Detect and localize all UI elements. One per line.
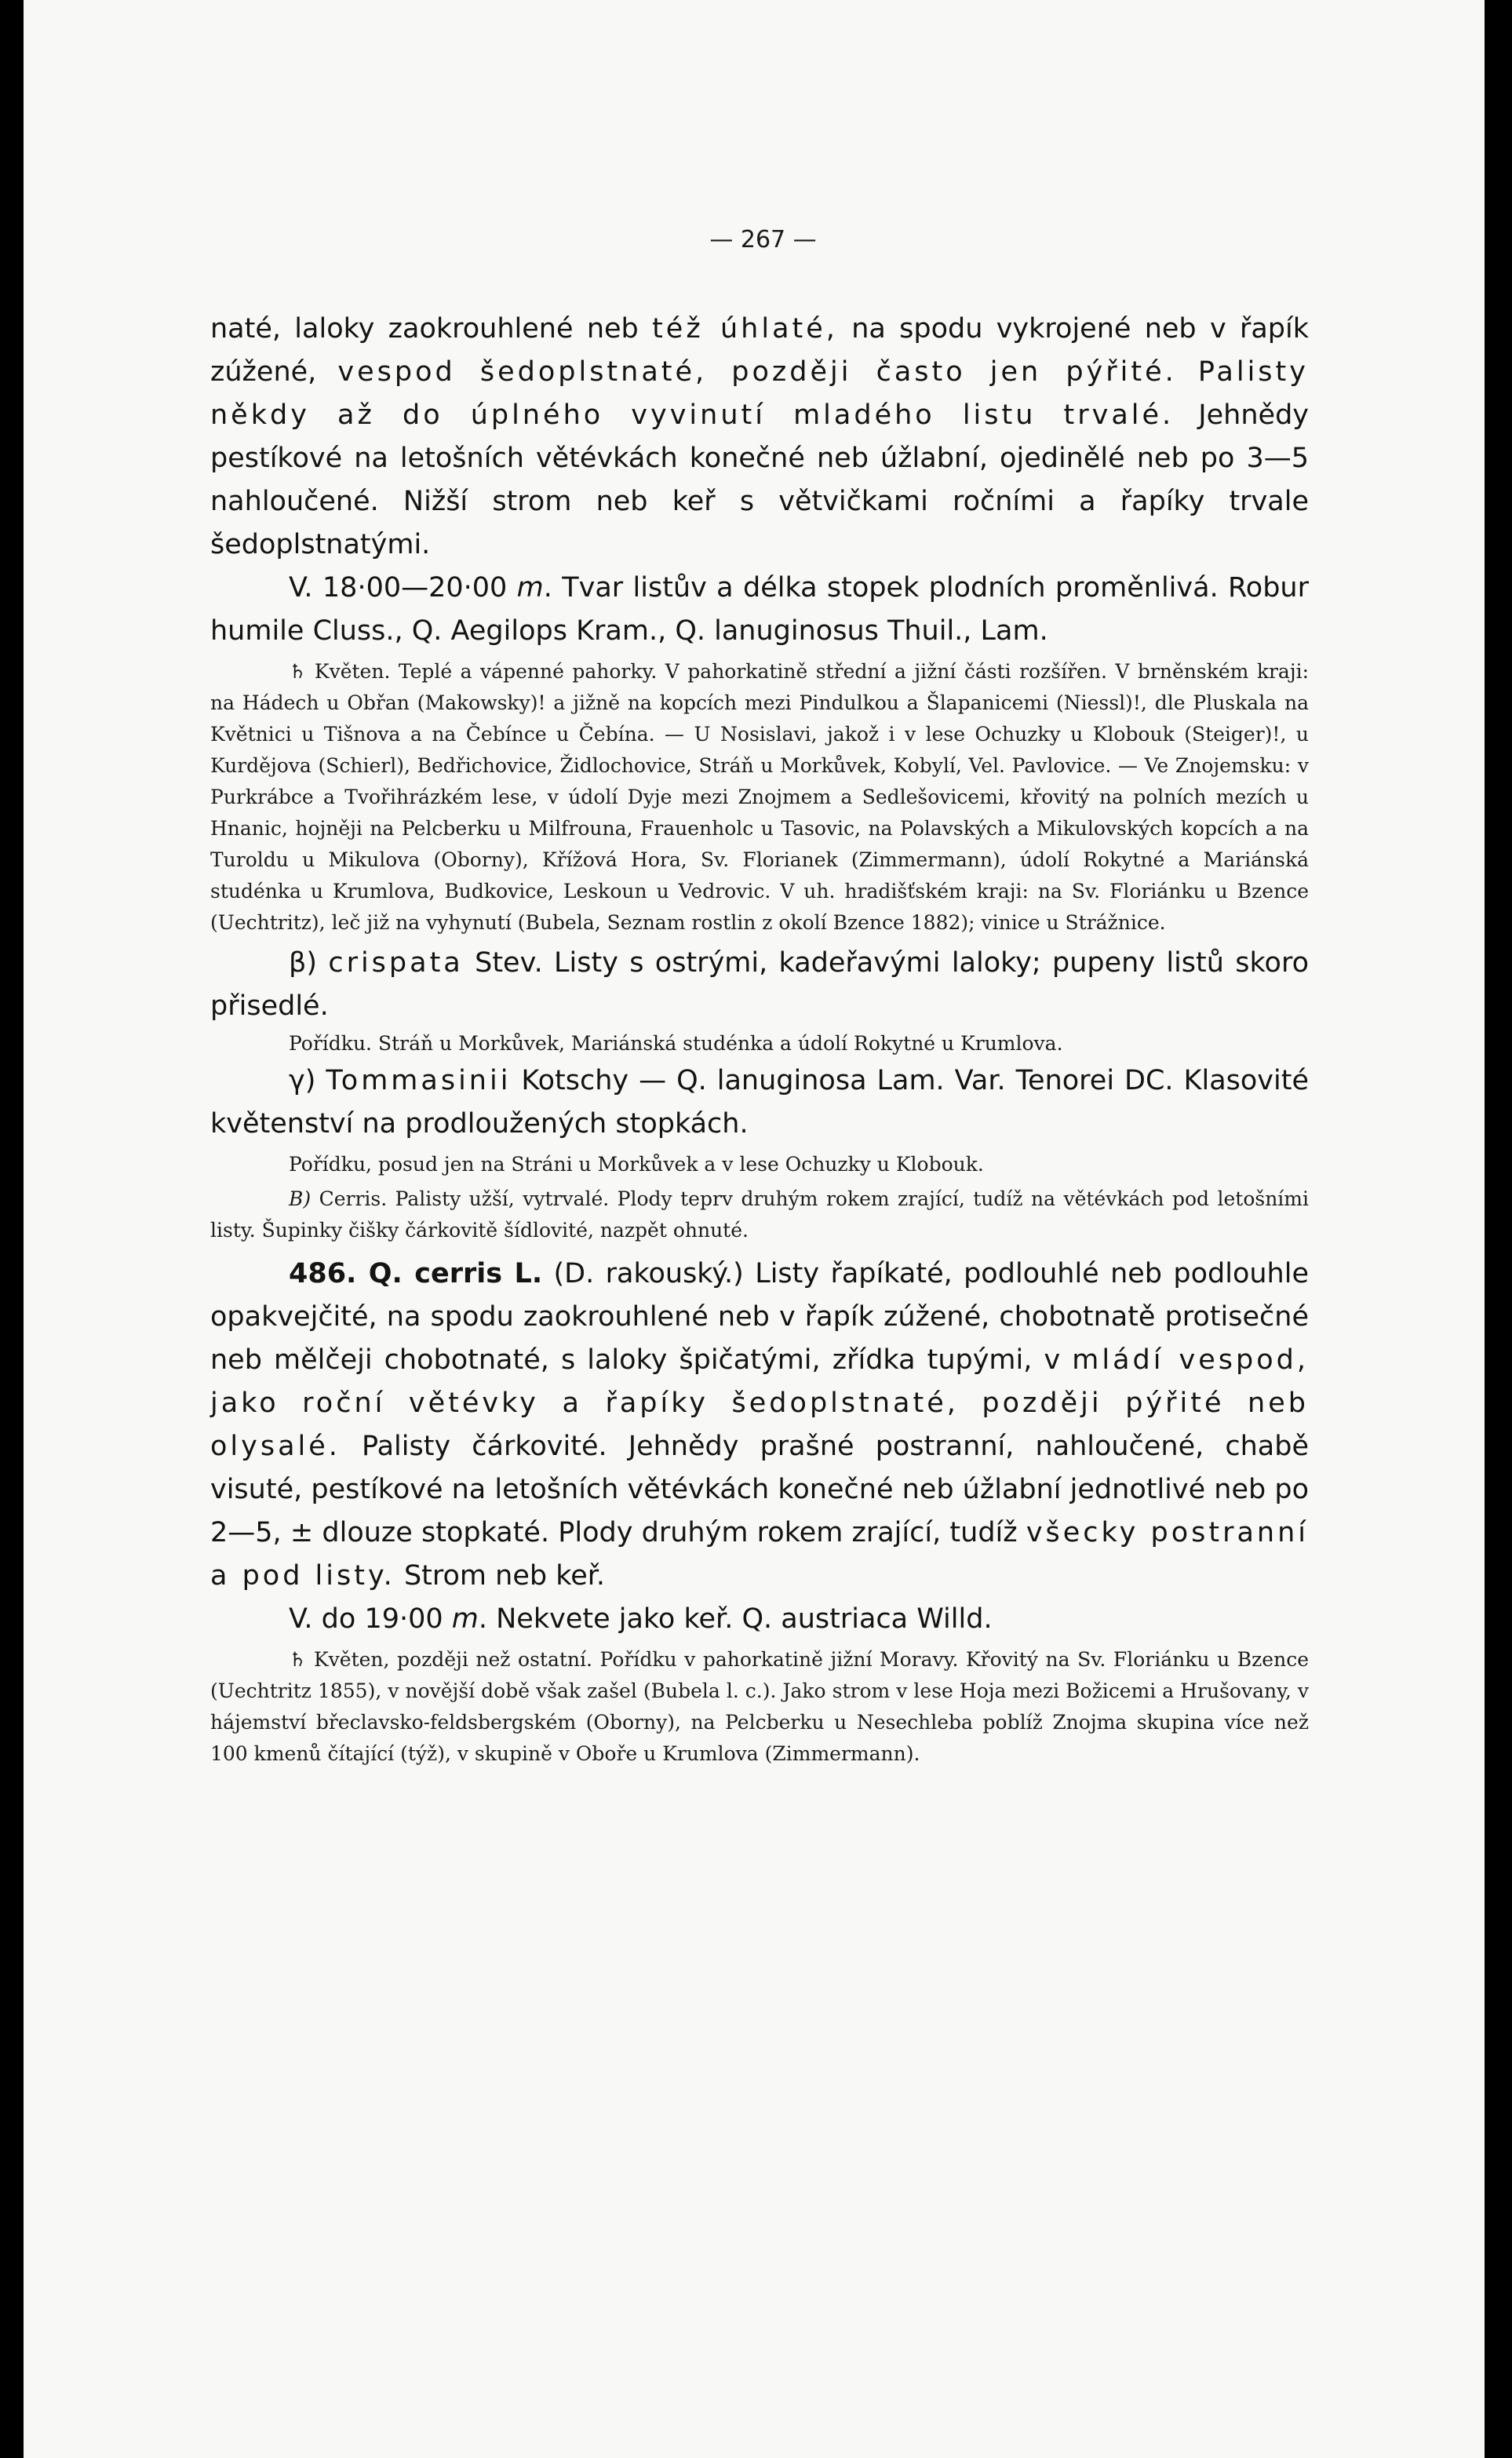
page-body: [210, 308, 1309, 1770]
text-run: Jehnědy pestíkové na letošních větévkách konečné neb úžlabní, ojedinělé neb po 3—5 nahloučené. Nižší strom neb keř s větvičkami ročními a řapíky trvale šedoplstnatými.: [210, 399, 1309, 560]
paragraph-crispata-localities: Pořídku. Stráň u Morkůvek, Mariánská studénka a údolí Rokytné u Krumlova.: [289, 1032, 1063, 1055]
unit-meters: m: [516, 572, 544, 604]
paragraph-section-cerris: [210, 1183, 1309, 1246]
shrub-symbol-icon: ♄: [289, 660, 307, 683]
text-run: naté, laloky zaokrouhlené neb: [210, 313, 653, 345]
text-run: V. do 19·00: [289, 1603, 452, 1635]
text-run: V. 18·00—20·00: [289, 572, 517, 604]
paragraph-variety-tommasinii: [210, 1059, 1309, 1146]
spaced-run: vespod šedoplstnaté, později často jen pýřité.: [337, 356, 1177, 388]
text-run: na spodu vykrojené neb v řapík zúžené,: [210, 313, 1309, 388]
paragraph-cerris-localities: [210, 1644, 1309, 1770]
paragraph-tommasinii-localities: Pořídku, posud jen na Stráni u Morkůvek a v lese Ochuzky u Klobouk.: [289, 1153, 984, 1176]
text-run: Kotschy — Q. lanuginosa Lam. Var. Tenorei DC. Klasovité květenství na prodloužených stopkách.: [210, 1065, 1309, 1140]
variety-name: crispata: [328, 947, 464, 979]
text-run: (D. rakouský.) Listy řapíkaté, podlouhlé neb podlouhle opakvejčité, na spodu zaokrouhlené neb v řapík zúžené, chobotnatě protisečné neb mělčeji chobotnaté, s laloky špičatými, zřídka tupými, v: [210, 1258, 1309, 1376]
variety-name: Tommasinii: [326, 1065, 512, 1096]
paragraph-variety-crispata: [210, 942, 1309, 1028]
paragraph-localities: [210, 656, 1309, 939]
section-label: B): [289, 1187, 319, 1210]
text-run: . Nekvete jako keř. Q. austriaca Willd.: [478, 1603, 993, 1635]
text-run: Cerris. Palisty užší, vytrvalé. Plody teprv druhým rokem zrající, tudíž na větévkách pod letošními listy. Šupinky čišky čárkovitě šídlovité, nazpět ohnuté.: [210, 1187, 1309, 1242]
shrub-symbol-icon: ♄: [289, 1648, 307, 1671]
book-page: [24, 0, 1485, 2458]
paragraph-leaf-description: [210, 308, 1309, 567]
paragraph-species-cerris: [210, 1253, 1309, 1598]
plus-minus-symbol: ±: [290, 1517, 314, 1548]
text-run: Květen, později než ostatní. Pořídku v pahorkatině jižní Moravy. Křovitý na Sv. Floriánku u Bzence (Uechtritz 1855), v novější době však zašel (Bubela l. c.). Jako strom v lese Hoja mezi Božicemi a Hrušovany, v hájemství břeclavsko-feldsbergském (Oborny), na Pelcberku u Nesechleba poblíž Znojma skupina více než 100 kmenů čítající (týž), v skupině v Oboře u Krumlova (Zimmermann).: [210, 1648, 1309, 1765]
spaced-run: Palisty někdy až do úplného vyvinutí mladého listu trvalé.: [210, 356, 1309, 431]
species-heading: 486. Q. cerris L.: [289, 1258, 543, 1289]
paragraph-height-synonyms: [210, 567, 1309, 653]
spaced-run: též úhlaté,: [652, 313, 838, 345]
text-run: . Tvar listův a délka stopek plodních proměnlivá. Robur humile Cluss., Q. Aegilops Kram., Q. lanuginosus Thuil., Lam.: [210, 572, 1309, 647]
text-run: dlouze stopkaté. Plody druhým rokem zrající, tudíž: [313, 1517, 1026, 1548]
spaced-run: všecky postranní a pod listy.: [210, 1517, 1309, 1592]
text-run: Stev. Listy s ostrými, kadeřavými laloky; pupeny listů skoro přisedlé.: [210, 947, 1309, 1022]
page-number: — 267 —: [709, 226, 817, 253]
text-run: Palisty čárkovité. Jehnědy prašné postranní, nahloučené, chabě visuté, pestíkové na letošních větévkách konečné neb úžlabní jednotlivé neb po 2—5,: [210, 1431, 1309, 1548]
variety-label: γ): [289, 1065, 326, 1096]
paragraph-cerris-height: [210, 1598, 1309, 1641]
text-run: [1177, 356, 1198, 388]
variety-label: β): [289, 947, 329, 979]
unit-meters: m: [451, 1603, 479, 1635]
spaced-run: mládí vespod, jako roční větévky a řapíky šedoplstnaté, později pýřité neb olysalé.: [210, 1344, 1309, 1462]
text-run: Květen. Teplé a vápenné pahorky. V pahorkatině střední a jižní části rozšířen. V brněnském kraji: na Hádech u Obřan (Makowsky)! a jižně na kopcích mezi Pindulkou a Šlapanicemi (Niessl)!, dle Pluskala na Květnici u Tišnova a na Čebínce u Čebína. — U Nosislavi, jakož i v lese Ochuzky u Klobouk (Steiger)!, u Kurdějova (Schierl), Bedřichovice, Židlochovice, Stráň u Morkůvek, Kobylí, Vel. Pavlovice. — Ve Znojemsku: v Purkrábce a Tvořihrázkém lese, v údolí Dyje mezi Znojmem a Sedlešovicemi, křovitý na polních mezích u Hnanic, hojněji na Pelcberku u Milfrouna, Frauenholc u Tasovic, na Polavských a Mikulovských kopcích a na Turoldu u Mikulova (Oborny), Křížová Hora, Sv. Florianek (Zimmermann), údolí Rokytné a Mariánská studénka u Krumlova, Budkovice, Leskoun u Vedrovic. V uh. hradišťském kraji: na Sv. Floriánku u Bzence (Uechtritz), leč již na vyhynutí (Bubela, Seznam rostlin z okolí Bzence 1882); vinice u Strážnice.: [210, 660, 1309, 934]
text-run: Strom neb keř.: [395, 1560, 606, 1592]
